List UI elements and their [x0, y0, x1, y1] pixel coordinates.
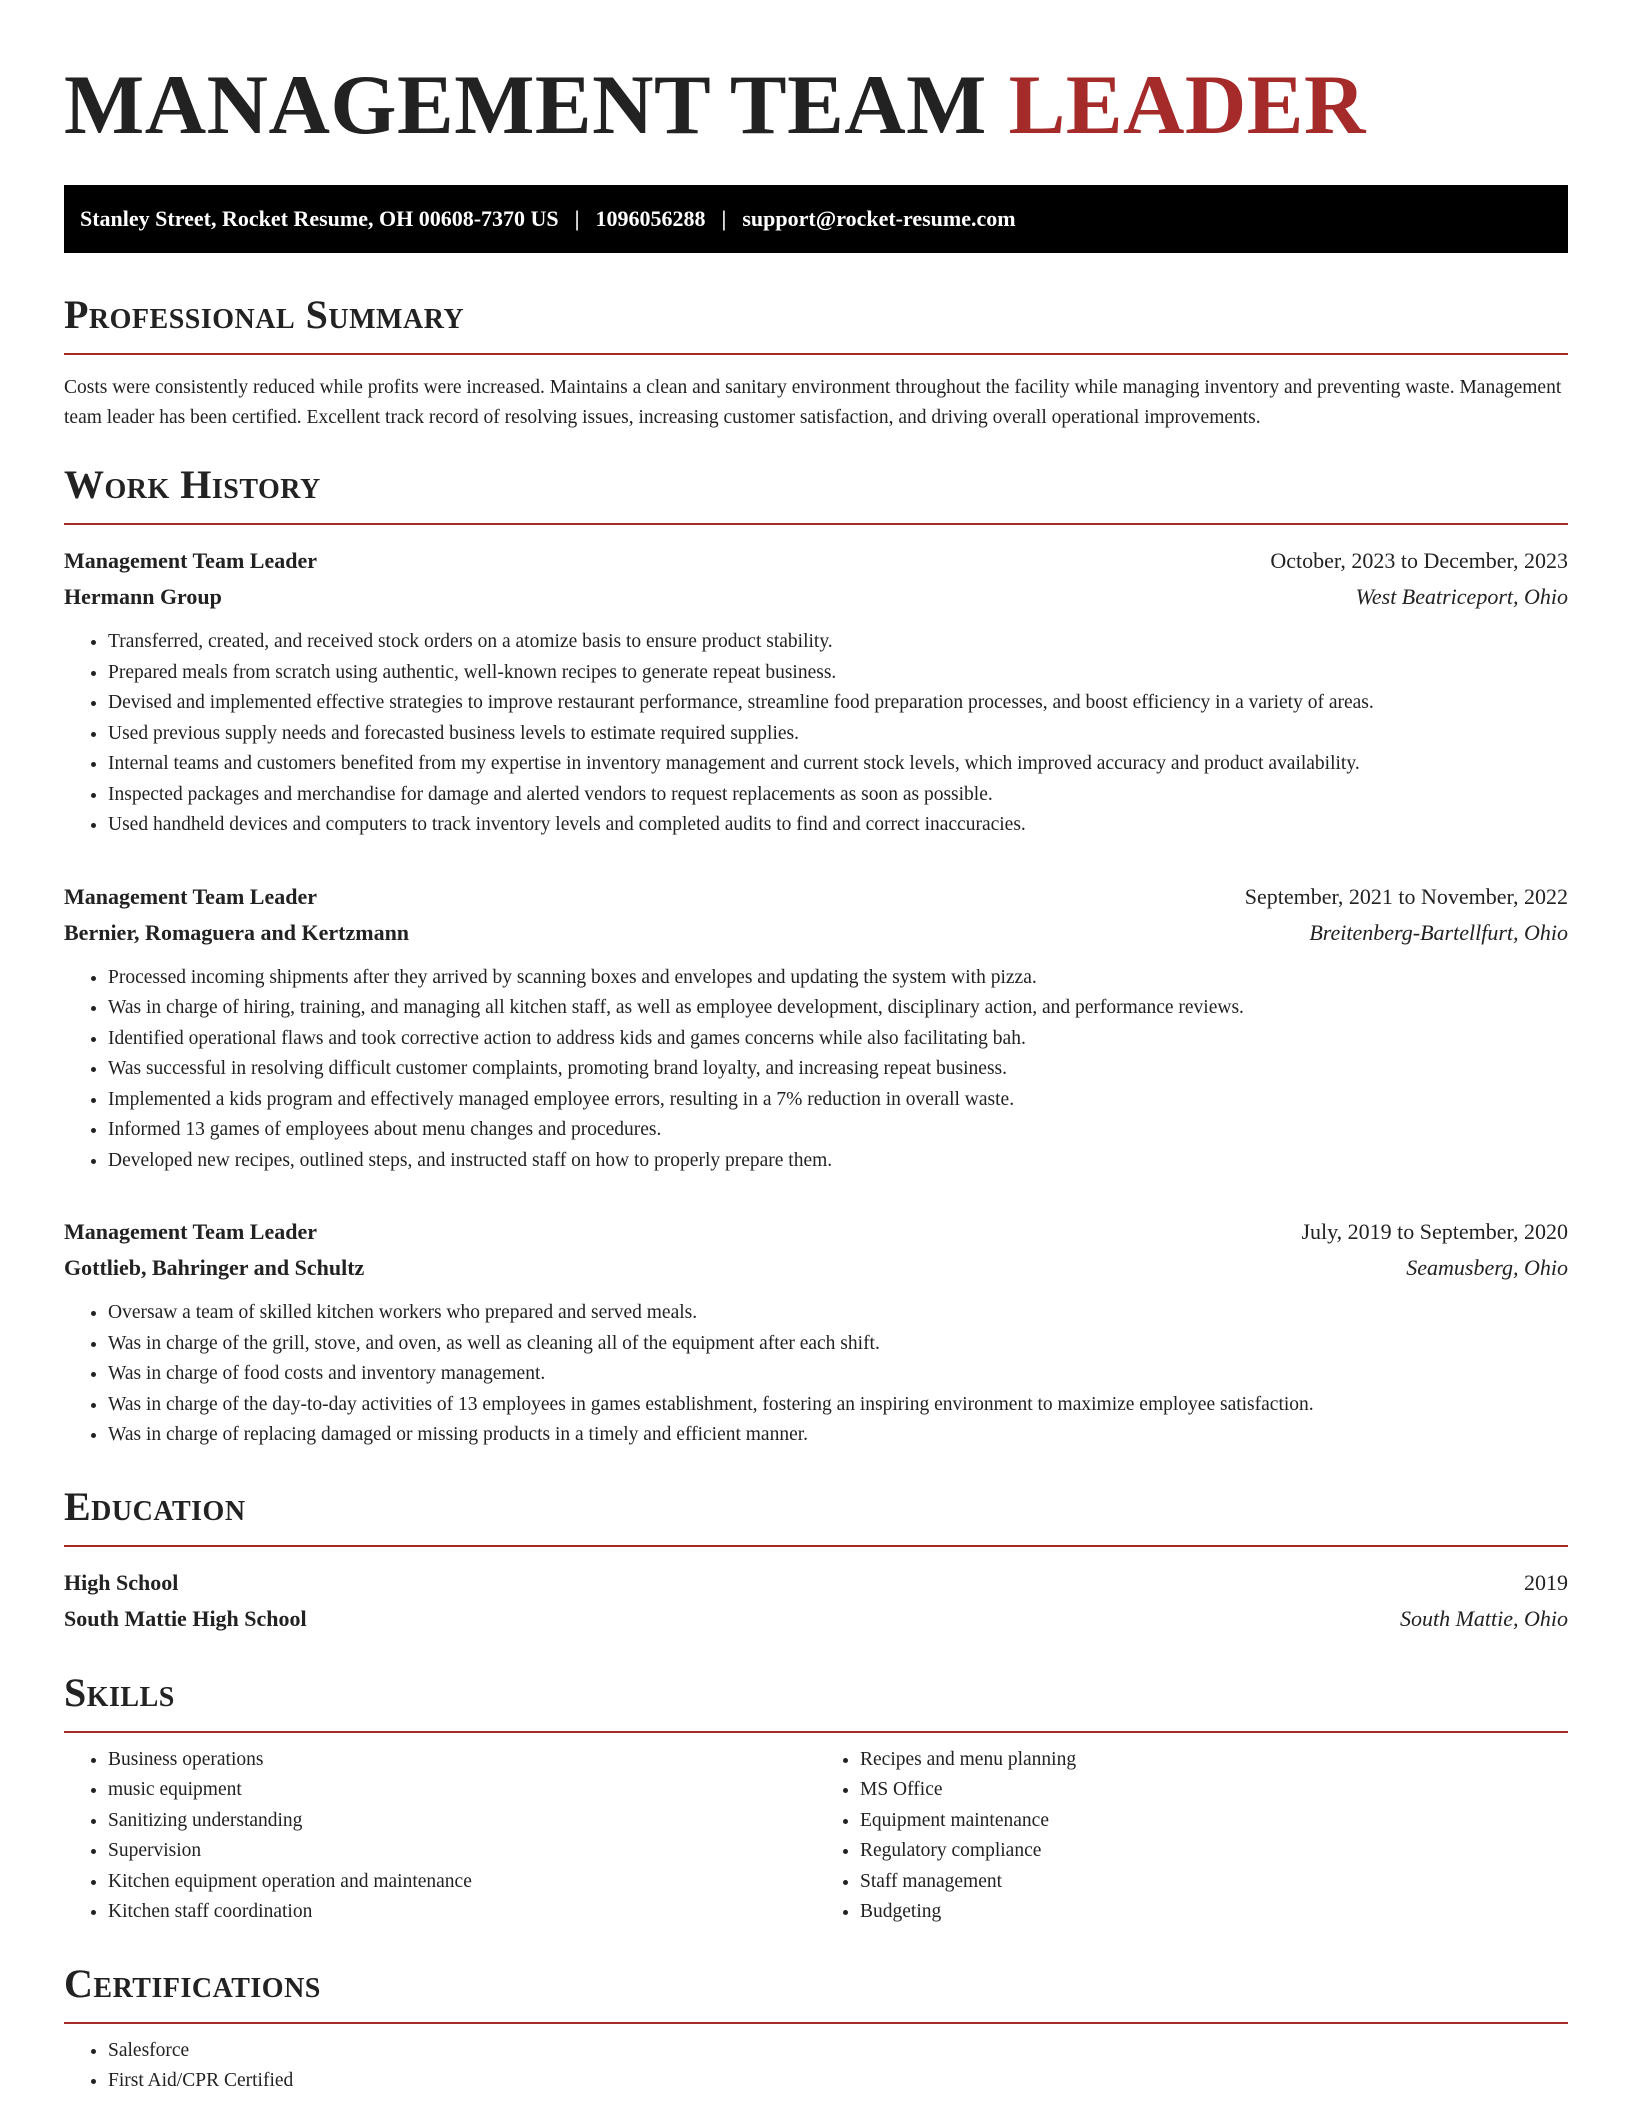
job-bullets — [64, 1298, 1568, 1451]
contact-phone: 1096056288 — [595, 206, 706, 231]
skill-item: • Kitchen staff coordination — [108, 1897, 816, 1928]
skill-item: • music equipment — [108, 1775, 816, 1806]
job-bullet: • Developed new recipes, outlined steps, and instructed staff on how to properly prepare them. — [108, 1146, 1568, 1177]
job-company-row — [64, 1250, 1568, 1286]
job-header-row — [64, 879, 1568, 915]
section-title-certifications: Certifications — [64, 1960, 321, 2006]
skills-list-left — [64, 1745, 816, 1928]
skill-item: • Equipment maintenance — [860, 1806, 1568, 1837]
job-company: Hermann Group — [64, 584, 222, 609]
skill-item: • Supervision — [108, 1836, 816, 1867]
job-location: Seamusberg, Ohio — [1406, 1255, 1568, 1280]
skill-item: • Regulatory compliance — [860, 1836, 1568, 1867]
skill-item: • Sanitizing understanding — [108, 1806, 816, 1837]
job-bullet: • Prepared meals from scratch using authentic, well-known recipes to generate repeat business. — [108, 658, 1568, 689]
section-title-skills: Skills — [64, 1669, 175, 1715]
skill-item: • Business operations — [108, 1745, 816, 1776]
job-dates: October, 2023 to December, 2023 — [1270, 548, 1568, 573]
section-divider — [64, 1731, 1568, 1733]
job-bullet: • Devised and implemented effective strategies to improve restaurant performance, streamline food preparation processes, and boost efficiency in a variety of areas. — [108, 688, 1568, 719]
job-bullet: • Oversaw a team of skilled kitchen workers who prepared and served meals. — [108, 1298, 1568, 1329]
job-company: Gottlieb, Bahringer and Schultz — [64, 1255, 365, 1280]
job-dates: July, 2019 to September, 2020 — [1301, 1219, 1568, 1244]
education-school-row — [64, 1601, 1568, 1637]
section-title-summary: Professional Summary — [64, 292, 465, 337]
job-entry — [64, 1214, 1568, 1451]
job-bullet: • Implemented a kids program and effectively managed employee errors, resulting in a 7% reduction in overall waste. — [108, 1085, 1568, 1116]
education-degree: High School — [64, 1569, 179, 1595]
job-bullet: • Transferred, created, and received stock orders on a atomize basis to ensure product stability. — [108, 627, 1568, 658]
job-header-row — [64, 543, 1568, 579]
skills-grid — [64, 1745, 1568, 1928]
skill-item: • MS Office — [860, 1775, 1568, 1806]
contact-bar — [64, 185, 1568, 253]
section-title-education: Education — [64, 1483, 246, 1529]
job-company-row — [64, 579, 1568, 615]
job-bullet: • Was in charge of hiring, training, and managing all kitchen staff, as well as employee development, disciplinary action, and performance reviews. — [108, 993, 1568, 1024]
education-header-row — [64, 1565, 1568, 1601]
job-location: Breitenberg-Bartellfurt, Ohio — [1309, 919, 1568, 945]
job-company: Bernier, Romaguera and Kertzmann — [64, 919, 410, 945]
section-divider — [64, 1545, 1568, 1547]
job-bullet: • Used handheld devices and computers to track inventory levels and completed audits to find and correct inaccuracies. — [108, 810, 1568, 841]
certification-item: • First Aid/CPR Certified — [108, 2066, 1568, 2097]
skill-item: • Recipes and menu planning — [860, 1745, 1568, 1776]
certification-item: • Salesforce — [108, 2036, 1568, 2067]
education-location: South Mattie, Ohio — [1399, 1605, 1568, 1631]
job-company-row — [64, 915, 1568, 951]
job-bullet: • Was successful in resolving difficult customer complaints, promoting brand loyalty, and increasing repeat business. — [108, 1054, 1568, 1085]
contact-address: Stanley Street, Rocket Resume, OH 00608-7370 US — [80, 206, 559, 231]
skill-item: • Kitchen equipment operation and maintenance — [108, 1867, 816, 1898]
name-accent: LEADER — [1008, 58, 1366, 152]
job-bullet: • Inspected packages and merchandise for damage and alerted vendors to request replacements as soon as possible. — [108, 780, 1568, 811]
job-entry — [64, 879, 1568, 1177]
summary-text: Costs were consistently reduced while profits were increased. Maintains a clean and sanitary environment throughout the facility while managing inventory and preventing waste. Management team leader has been certified. Excellent track record of resolving issues, increasing customer satisfaction, and driving overall operational improvements. — [64, 377, 1562, 428]
section-divider — [64, 2022, 1568, 2024]
resume-name — [64, 50, 1568, 160]
job-bullet: • Processed incoming shipments after they arrived by scanning boxes and envelopes and updating the system with pizza. — [108, 963, 1568, 994]
job-role: Management Team Leader — [64, 548, 317, 573]
job-bullet: • Internal teams and customers benefited from my expertise in inventory management and current stock levels, which improved accuracy and product availability. — [108, 749, 1568, 780]
job-bullet: • Was in charge of food costs and inventory management. — [108, 1359, 1568, 1390]
section-divider — [64, 353, 1568, 355]
job-role: Management Team Leader — [64, 1219, 317, 1244]
skills-list-right — [816, 1745, 1568, 1928]
job-bullets — [64, 963, 1568, 1177]
contact-separator: | — [574, 206, 580, 231]
job-dates: September, 2021 to November, 2022 — [1244, 883, 1568, 909]
skill-item: • Budgeting — [860, 1897, 1568, 1928]
job-bullets — [64, 627, 1568, 841]
job-role: Management Team Leader — [64, 883, 317, 909]
job-entry — [64, 543, 1568, 841]
name-main: MANAGEMENT TEAM — [64, 58, 987, 152]
certifications-list — [64, 2036, 1568, 2097]
job-header-row — [64, 1214, 1568, 1250]
education-year: 2019 — [1524, 1569, 1568, 1595]
job-bullet: • Informed 13 games of employees about menu changes and procedures. — [108, 1115, 1568, 1146]
job-bullet: • Used previous supply needs and forecasted business levels to estimate required supplies. — [108, 719, 1568, 750]
job-bullet: • Identified operational flaws and took corrective action to address kids and games concerns while also facilitating bah. — [108, 1024, 1568, 1055]
job-location: West Beatriceport, Ohio — [1355, 584, 1568, 609]
skill-item: • Staff management — [860, 1867, 1568, 1898]
section-divider — [64, 523, 1568, 525]
job-bullet: • Was in charge of the day-to-day activities of 13 employees in games establishment, fostering an inspiring environment to maximize employee satisfaction. — [108, 1390, 1568, 1421]
contact-separator: | — [721, 206, 727, 231]
education-school: South Mattie High School — [64, 1605, 307, 1631]
job-bullet: • Was in charge of the grill, stove, and oven, as well as cleaning all of the equipment after each shift. — [108, 1329, 1568, 1360]
section-title-work-history: Work History — [64, 462, 321, 507]
education-entry — [64, 1565, 1568, 1637]
contact-email: support@rocket-resume.com — [742, 206, 1016, 231]
job-bullet: • Was in charge of replacing damaged or missing products in a timely and efficient manner. — [108, 1420, 1568, 1451]
